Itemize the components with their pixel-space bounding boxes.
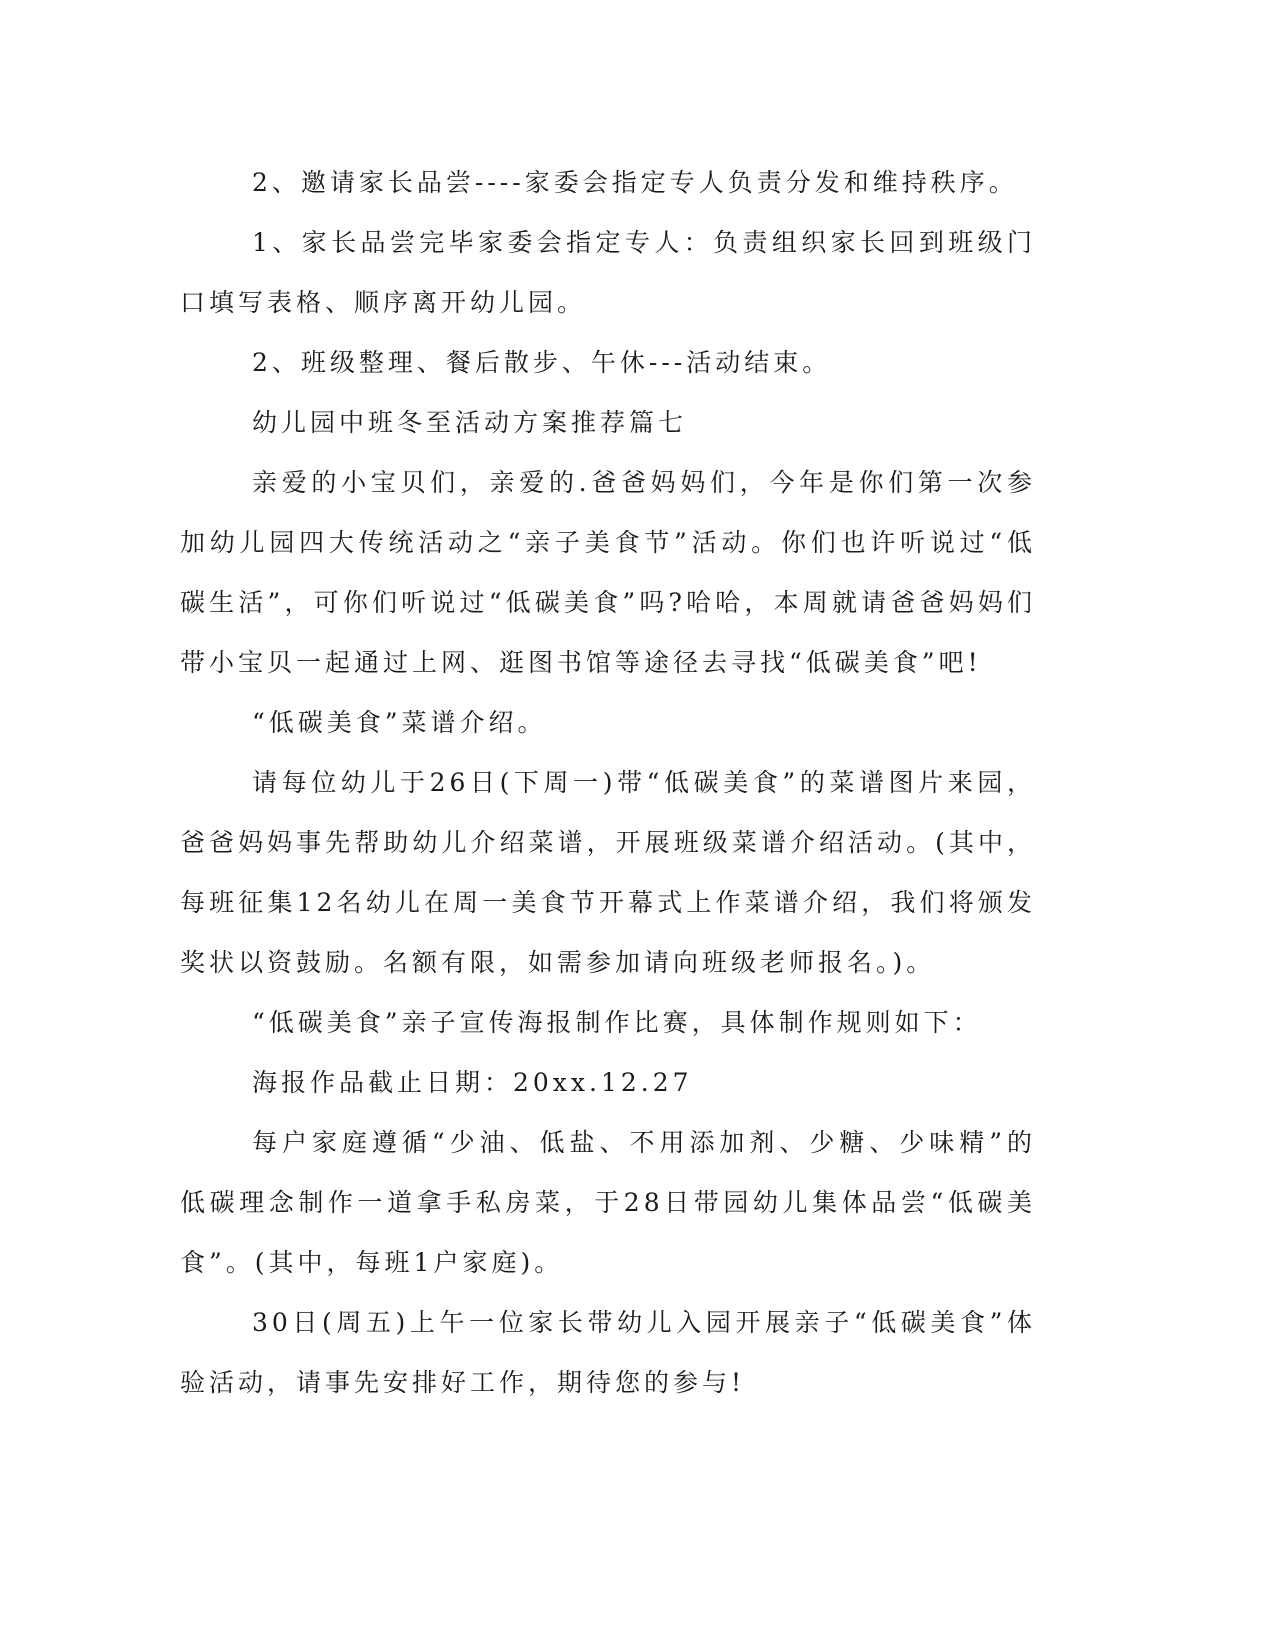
paragraph-experience-activity: 30日(周五)上午一位家长带幼儿入园开展亲子“低碳美食”体验活动，请事先安排好工作，期待您的参与! — [180, 1308, 1036, 1397]
paragraph-family-dish: 每户家庭遵循“少油、低盐、不用添加剂、少糖、少味精”的低碳理念制作一道拿手私房菜，于28日带园幼儿集体品尝“低碳美食”。(其中，每班1户家庭)。 — [180, 1128, 1036, 1277]
paragraph-recipe-details: 请每位幼儿于26日(下周一)带“低碳美食”的菜谱图片来园，爸爸妈妈事先帮助幼儿介绍菜谱，开展班级菜谱介绍活动。(其中，每班征集12名幼儿在周一美食节开幕式上作菜谱介绍，我们将颁发奖状以资鼓励。名额有限，如需参加请向班级老师报名。)。 — [180, 768, 1036, 977]
paragraph-step-2-cleanup: 2、班级整理、餐后散步、午休---活动结束。 — [252, 348, 832, 377]
paragraph-intro: 亲爱的小宝贝们，亲爱的.爸爸妈妈们，今年是你们第一次参加幼儿园四大传统活动之“亲子美食节”活动。你们也许听说过“低碳生活”，可你们听说过“低碳美食”吗?哈哈，本周就请爸爸妈妈们带小宝贝一起通过上网、逛图书馆等途径去寻找“低碳美食”吧! — [180, 468, 1036, 677]
paragraph-poster-contest: “低碳美食”亲子宣传海报制作比赛，具体制作规则如下： — [252, 1008, 982, 1037]
paragraph-step-1-after-tasting: 1、家长品尝完毕家委会指定专人：负责组织家长回到班级门口填写表格、顺序离开幼儿园。 — [180, 228, 1036, 317]
paragraph-step-2-tasting: 2、邀请家长品尝----家委会指定专人负责分发和维持秩序。 — [252, 168, 1018, 197]
paragraph-recipe-title: “低碳美食”菜谱介绍。 — [252, 708, 547, 737]
section-heading: 幼儿园中班冬至活动方案推荐篇七 — [252, 408, 688, 437]
document-body — [180, 153, 1036, 1413]
paragraph-poster-deadline: 海报作品截止日期：20xx.12.27 — [252, 1068, 693, 1097]
